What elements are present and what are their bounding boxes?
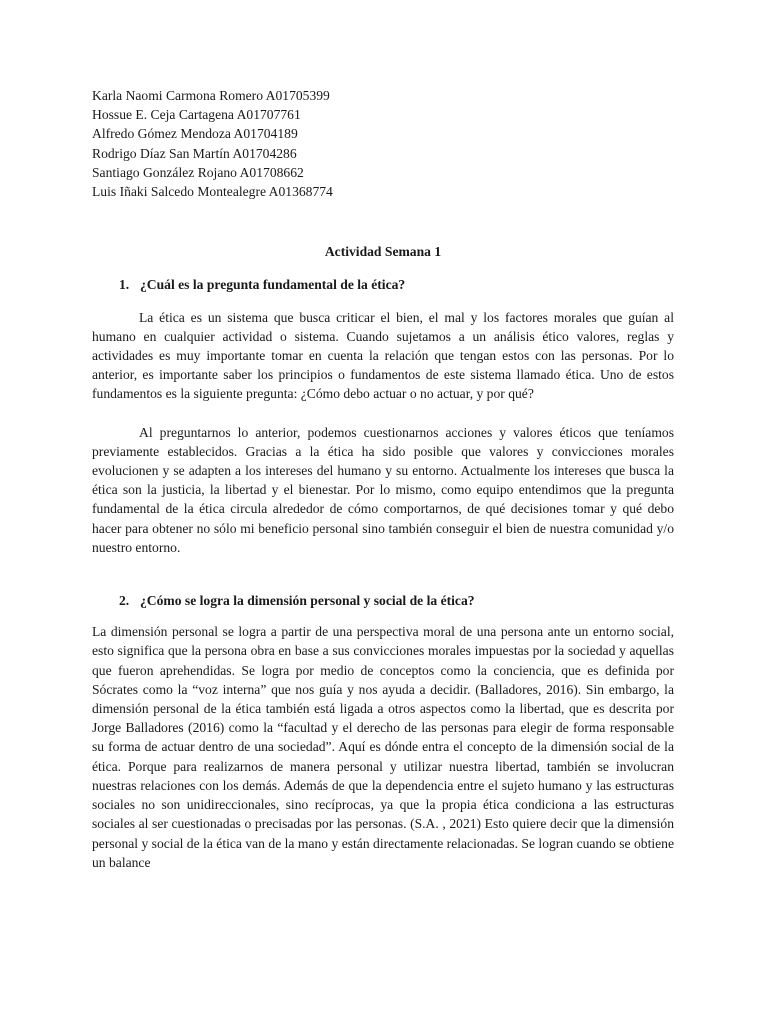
paragraph-3: La dimensión personal se logra a partir de una perspectiva moral de una persona ante un entorno social, esto significa que la persona obra en base a sus convicciones morales impuestas por la sociedad y aquellas que fueron aprehendidas. Se logra por medio de conceptos como la conciencia, que es definida por Sócrates como la “voz interna” que nos guía y nos ayuda a decidir. (Balladores, 2016). Sin embargo, la dimensión personal de la ética también está ligada a otros aspectos como la libertad, que es descrita por Jorge Balladores (2016) como la “facultad y el derecho de las personas para elegir de forma responsable su forma de actuar dentro de una sociedad”. Aquí es dónde entra el concepto de la dimensión social de la ética. Porque para realizarnos de manera personal y utilizar nuestra libertad, también se involucran nuestras relaciones con los demás. Además de que la dependencia entre el sujeto humano y las estructuras sociales no son unidireccionales, sino recíprocas, ya que la propia ética condiciona a las estructuras sociales al ser cuestionadas o precisadas por las personas. (S.A. , 2021) Esto quiere decir que la dimensión personal y social de la ética van de la mano y están directamente relacionadas. Se logran cuando se obtiene un balance — [92, 624, 674, 870]
question-number: 2. — [119, 593, 130, 609]
author-line: Karla Naomi Carmona Romero A01705399 — [92, 88, 330, 103]
author-line: Hossue E. Ceja Cartagena A01707761 — [92, 107, 301, 123]
question-heading-2 — [92, 591, 674, 610]
question-heading-1 — [92, 275, 674, 294]
author-list — [92, 86, 674, 201]
document-page — [92, 86, 674, 872]
author-line: Alfredo Gómez Mendoza A01704189 — [92, 126, 298, 142]
author-line: Santiago González Rojano A01708662 — [92, 164, 304, 180]
author-line: Luis Iñaki Salcedo Montealegre A01368774 — [92, 184, 333, 200]
question-number: 1. — [119, 277, 130, 293]
question-text: ¿Cómo se logra la dimensión personal y social de la ética? — [140, 593, 475, 609]
question-text: ¿Cuál es la pregunta fundamental de la ética? — [140, 277, 406, 293]
document-title: Actividad Semana 1 — [324, 244, 442, 260]
paragraph-1: La ética es un sistema que busca criticar el bien, el mal y los factores morales que guían al humano en cualquier actividad o sistema. Cuando sujetamos a un análisis ético valores, reglas y actividades es muy importante tomar en cuenta la relación que tengan estos con las personas. Por lo anterior, es importante saber los principios o fundamentos de este sistema llamado ética. Uno de estos fundamentos es la siguiente pregunta: ¿Cómo debo actuar o no actuar, y por qué? — [92, 309, 674, 402]
paragraph-2: Al preguntarnos lo anterior, podemos cuestionarnos acciones y valores éticos que teníamos previamente establecidos. Gracias a la ética ha sido posible que valores y convicciones morales evolucionen y se adapten a los intereses del humano y su entorno. Actualmente los intereses que busca la ética son la justicia, la libertad y el bienestar. Por lo mismo, como equipo entendimos que la pregunta fundamental de la ética circula alrededor de cómo comportarnos, de qué decisiones tomar y qué debo hacer para obtener no sólo mi beneficio personal sino también conseguir el bien de nuestra comunidad y/o nuestro entorno. — [92, 424, 674, 555]
author-line: Rodrigo Díaz San Martín A01704286 — [92, 145, 297, 161]
